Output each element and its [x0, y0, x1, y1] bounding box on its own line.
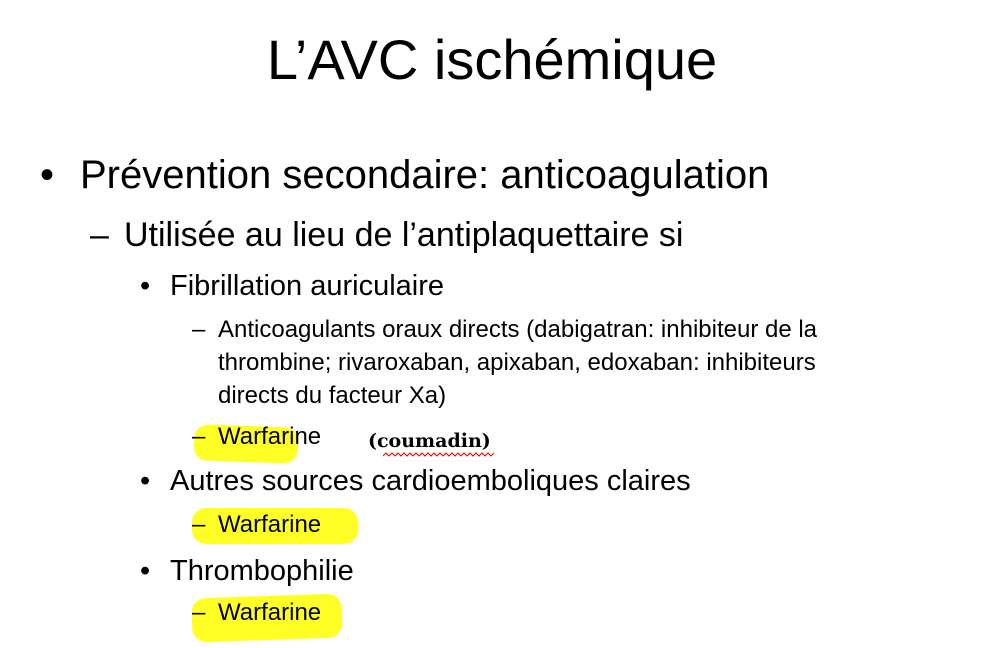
sub-dash: – — [192, 423, 206, 450]
sub-text-warfarine: Warfarine — [218, 599, 322, 626]
sub-text-line: Anticoagulants oraux directs (dabigatran: inhibiteur de la — [218, 316, 818, 343]
level2-text: Utilisée au lieu de l’antiplaquettaire si — [124, 216, 684, 254]
sub-dash: – — [192, 316, 206, 343]
sub-text-line: directs du facteur Xa) — [218, 382, 447, 409]
sub-text-line: thrombine; rivaroxaban, apixaban, edoxaban: inhibiteurs — [218, 349, 816, 376]
item-bullet: • — [140, 465, 151, 497]
sub-dash: – — [192, 599, 206, 626]
item-label: Thrombophilie — [170, 555, 354, 587]
item-label: Fibrillation auriculaire — [170, 270, 444, 302]
item-bullet: • — [140, 555, 151, 587]
level1-text: Prévention secondaire: anticoagulation — [80, 153, 770, 197]
level2-dash: – — [90, 216, 109, 254]
level1-bullet: • — [40, 153, 55, 197]
sub-text-warfarine: Warfarine — [218, 511, 322, 538]
sub-dash: – — [192, 511, 206, 538]
spellcheck-underline — [383, 452, 495, 458]
slide-title: L’AVC ischémique — [266, 28, 718, 91]
sub-text-warfarine: Warfarine — [218, 423, 322, 450]
item-bullet: • — [140, 270, 151, 302]
item-label: Autres sources cardioemboliques claires — [170, 465, 691, 497]
handwritten-annotation: (coumadin) — [368, 430, 491, 452]
